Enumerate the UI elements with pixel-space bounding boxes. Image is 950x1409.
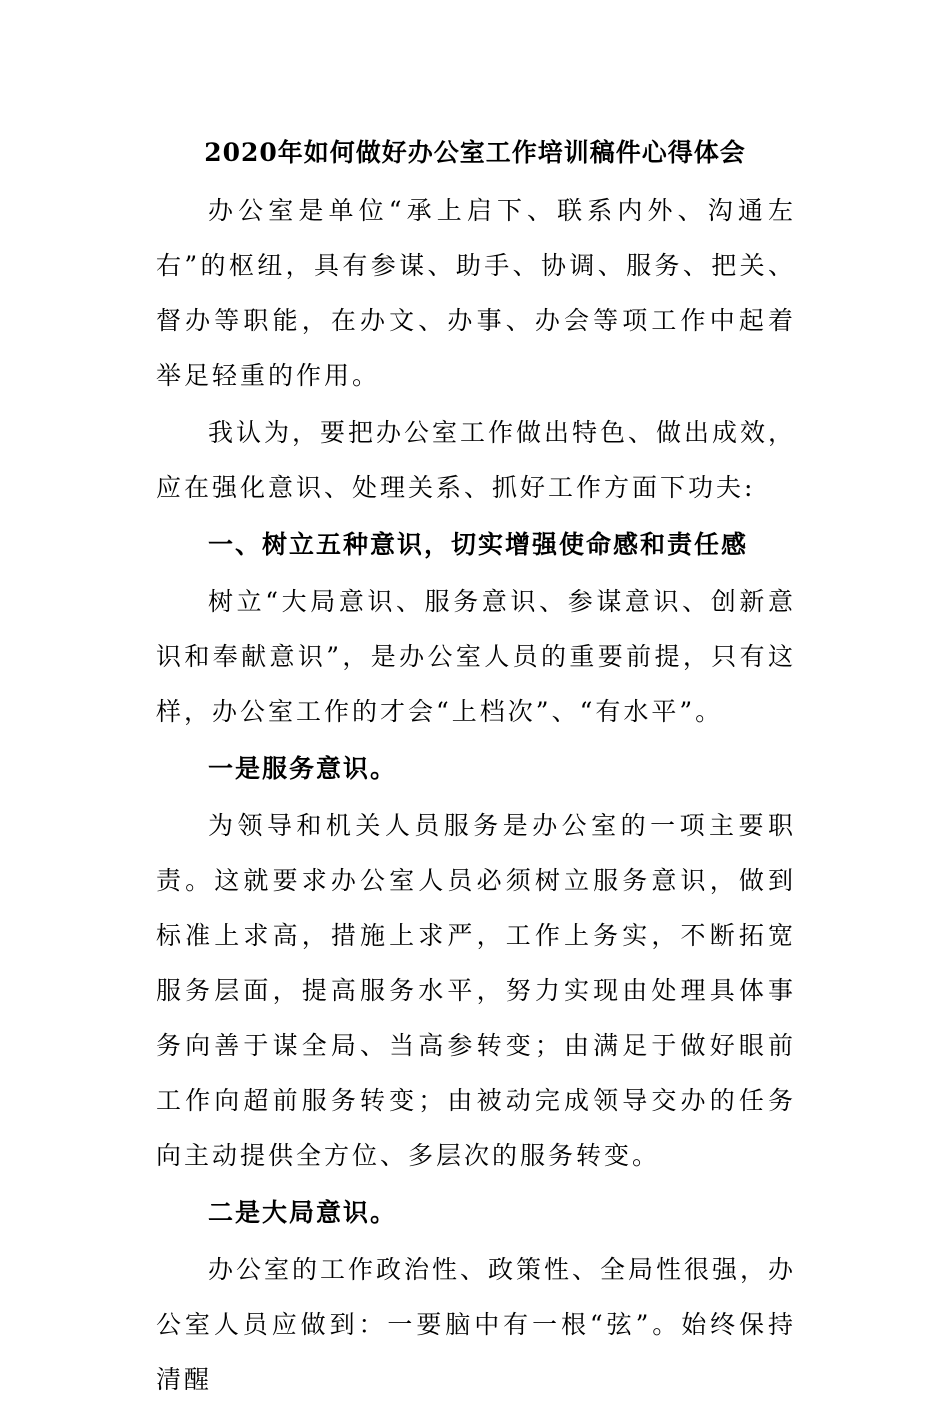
paragraph-overall-awareness: 办公室的工作政治性、政策性、全局性很强，办公室人员应做到：一要脑中有一根“弦”。始终保持清醒	[156, 1255, 797, 1394]
paragraph-office-role: 办公室是单位“承上启下、联系内外、沟通左右”的枢纽，具有参谋、助手、协调、服务、把关、督办等职能，在办文、办事、办会等项工作中起着举足轻重的作用。	[156, 196, 796, 390]
paragraph-awareness-intro: 树立“大局意识、服务意识、参谋意识、创新意识和奉献意识”，是办公室人员的重要前提，只有这样，办公室工作的才会“上档次”、“有水平”。	[156, 587, 796, 726]
section-heading-five-awareness: 一、树立五种意识，切实增强使命感和责任感	[208, 530, 749, 559]
document-body	[156, 183, 796, 1409]
paragraph-opinion: 我认为，要把办公室工作做出特色、做出成效，应在强化意识、处理关系、抓好工作方面下功夫:	[156, 418, 797, 502]
paragraph-service-awareness: 为领导和机关人员服务是办公室的一项主要职责。这就要求办公室人员必须树立服务意识，做到标准上求高，措施上求严，工作上务实，不断拓宽服务层面，提高服务水平，努力实现由处理具体事务向善于谋全局、当高参转变；由满足于做好眼前工作向超前服务转变；由被动完成领导交办的任务向主动提供全方位、多层次的服务转变。	[156, 811, 796, 1170]
subheading-service-awareness: 一是服务意识。	[208, 754, 398, 783]
subheading-overall-awareness: 二是大局意识。	[208, 1198, 398, 1227]
document-title: 2020年如何做好办公室工作培训稿件心得体会	[204, 138, 746, 167]
